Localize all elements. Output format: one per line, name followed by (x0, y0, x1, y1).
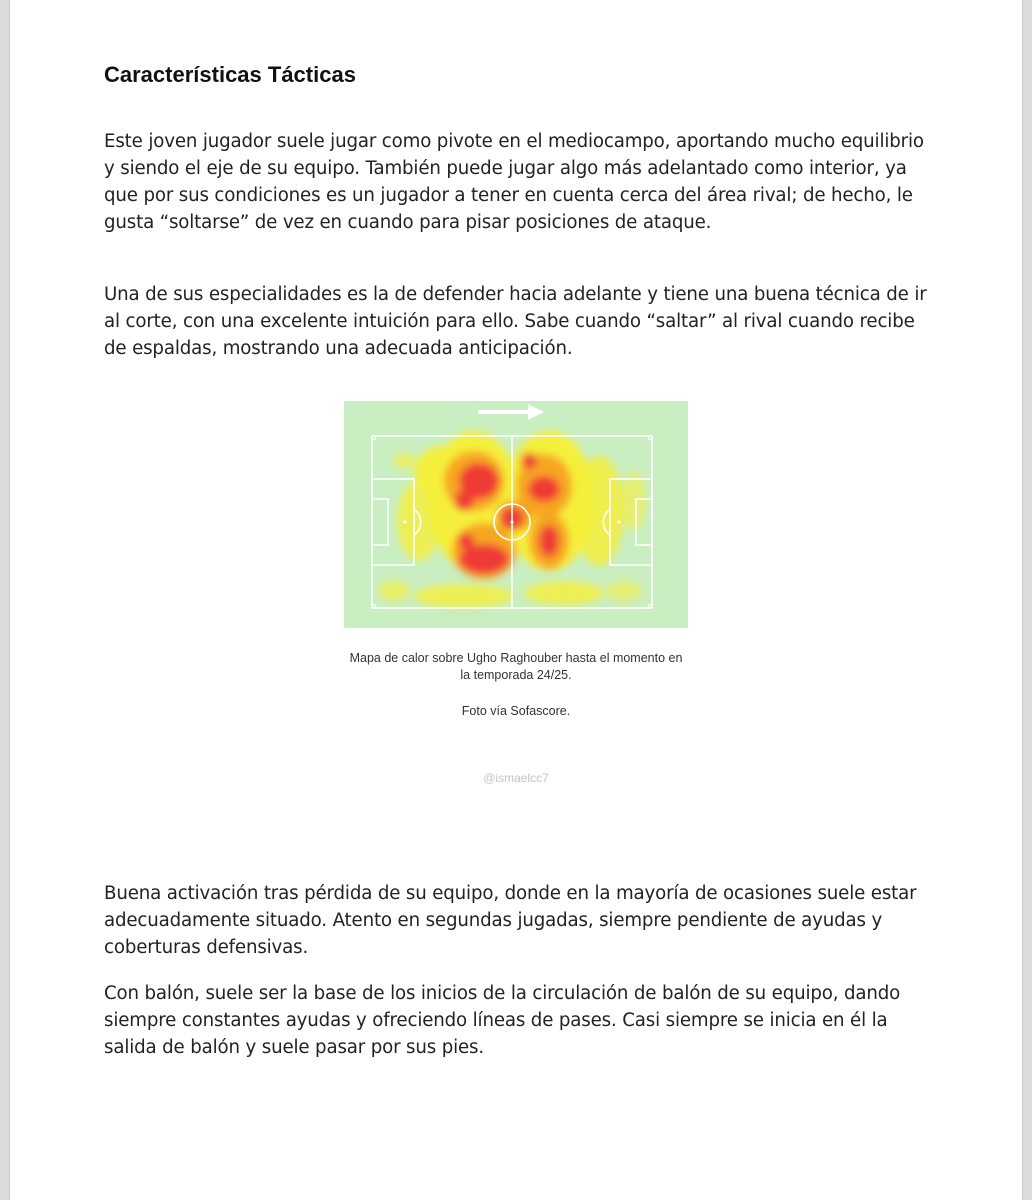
figure-credit: Foto vía Sofascore. (461, 704, 571, 718)
document-page (10, 0, 1022, 1200)
watermark: @ismaelcc7 (483, 771, 549, 785)
paragraph-3: Buena activación tras pérdida de su equipo, donde en la mayoría de ocasiones suele estar adecuadamente situado. Atento en segundas jugadas, siempre pendiente de ayudas y coberturas defensivas. (104, 883, 917, 958)
section-heading: Características Tácticas (104, 62, 356, 87)
paragraph-1: Este joven jugador suele jugar como pivote en el mediocampo, aportando mucho equilibrio y siendo el eje de su equipo. También puede jugar algo más adelantado como interior, ya que por sus condiciones es un jugador a tener en cuenta cerca del área rival; de hecho, le gusta “soltarse” de vez en cuando para pisar posiciones de ataque. (104, 131, 924, 233)
heatmap-image (344, 401, 688, 628)
figure-caption: Mapa de calor sobre Ugho Raghouber hasta el momento en la temporada 24/25. (349, 651, 683, 682)
paragraph-4: Con balón, suele ser la base de los inicios de la circulación de balón de su equipo, dando siempre constantes ayudas y ofreciendo líneas de pases. Casi siempre se inicia en él la salida de balón y suele pasar por sus pies. (104, 983, 901, 1058)
paragraph-2: Una de sus especialidades es la de defender hacia adelante y tiene una buena técnica de ir al corte, con una excelente intuición para ello. Sabe cuando “saltar” al rival cuando recibe de espaldas, mostrando una adecuada anticipación. (104, 284, 927, 359)
